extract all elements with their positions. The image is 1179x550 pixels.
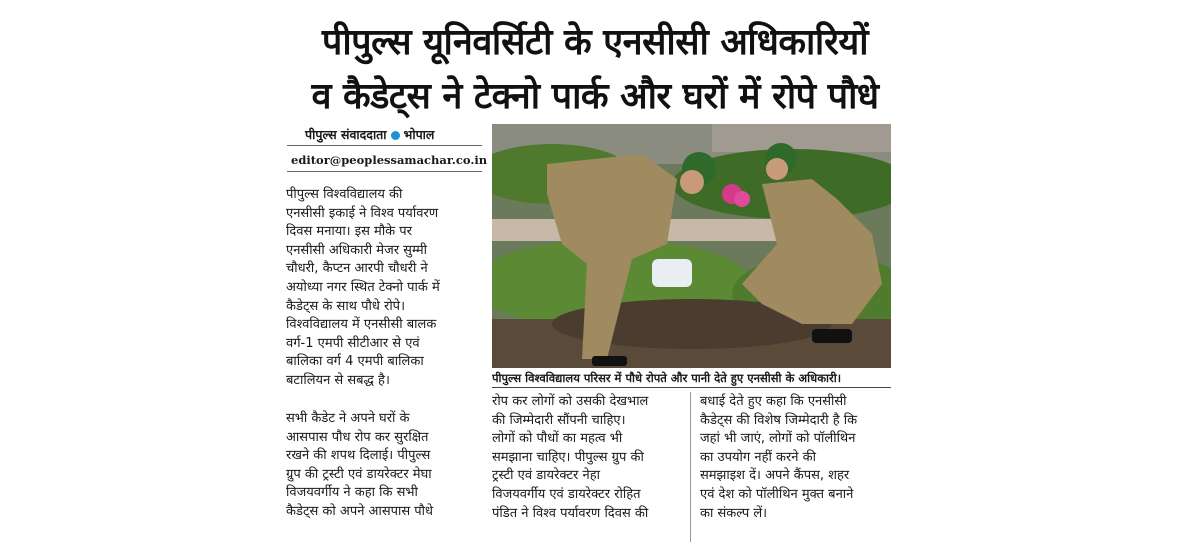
news-photo <box>492 124 891 368</box>
photo-caption: पीपुल्स विश्वविद्यालय परिसर में पौधे रोपते और पानी देते हुए एनसीसी के अधिकारी। <box>492 371 842 385</box>
byline-city: भोपाल <box>403 127 435 142</box>
email-rule <box>287 171 482 172</box>
column-2-text: रोप कर लोगों को उसकी देखभाल की जिम्मेदारी सौंपनी चाहिए। लोगों को पौधों का महत्व भी समझाना चाहिए। पीपुल्स ग्रुप की ट्रस्टी एवं डायरेक्टर नेहा विजयवर्गीय एवं डायरेक्टर रोहित पंडित ने विश्व पर्यावरण दिवस की <box>492 394 649 521</box>
byline <box>305 126 434 143</box>
column-3-text: बधाई देते हुए कहा कि एनसीसी कैडेट्स की विशेष जिम्मेदारी है कि जहां भी जाएं, लोगों को पॉलीथिन का उपयोग नहीं करने की समझाइश दें। अपने कैंपस, शहर एवं देश को पॉलीथिन मुक्त बनाने का संकल्प लें। <box>700 394 858 521</box>
photo-illustration <box>492 124 891 368</box>
headline-line-1: पीपुल्स यूनिवर्सिटी के एनसीसी अधिकारियों <box>321 22 869 63</box>
email-address: editor@peoplessamachar.co.in <box>291 153 488 167</box>
column-1-text-bottom: सभी कैडेट ने अपने घरों के आसपास पौध रोप कर सुरक्षित रखने की शपथ दिलाई। पीपुल्स ग्रुप की ट्रस्टी एवं डायरेक्टर मेघा विजयवर्गीय ने कहा कि सभी कैडेट्स को अपने आसपास पौधे <box>286 411 434 519</box>
caption-rule <box>492 387 891 388</box>
column-1-text-top: पीपुल्स विश्वविद्यालय की एनसीसी इकाई ने विश्व पर्यावरण दिवस मनाया। इस मौके पर एनसीसी अधिकारी मेजर सुम्मी चौधरी, कैप्टन आरपी चौधरी ने अयोध्या नगर स्थित टेक्नो पार्क में कैडेट्स के साथ पौधे रोपे। विश्वविद्यालय में एनसीसी बालक वर्ग-1 एमपी सीटीआर से एवं बालिका वर्ग 4 एमपी बालिका बटालियन से सबद्ध है। <box>286 187 440 388</box>
bullet-dot-icon <box>391 131 400 140</box>
column-divider <box>690 392 691 542</box>
byline-author: पीपुल्स संवाददाता <box>305 127 387 142</box>
byline-rule <box>287 145 482 146</box>
headline-line-2: व कैडेट्स ने टेक्नो पार्क और घरों में रोपे पौधे <box>311 76 879 117</box>
